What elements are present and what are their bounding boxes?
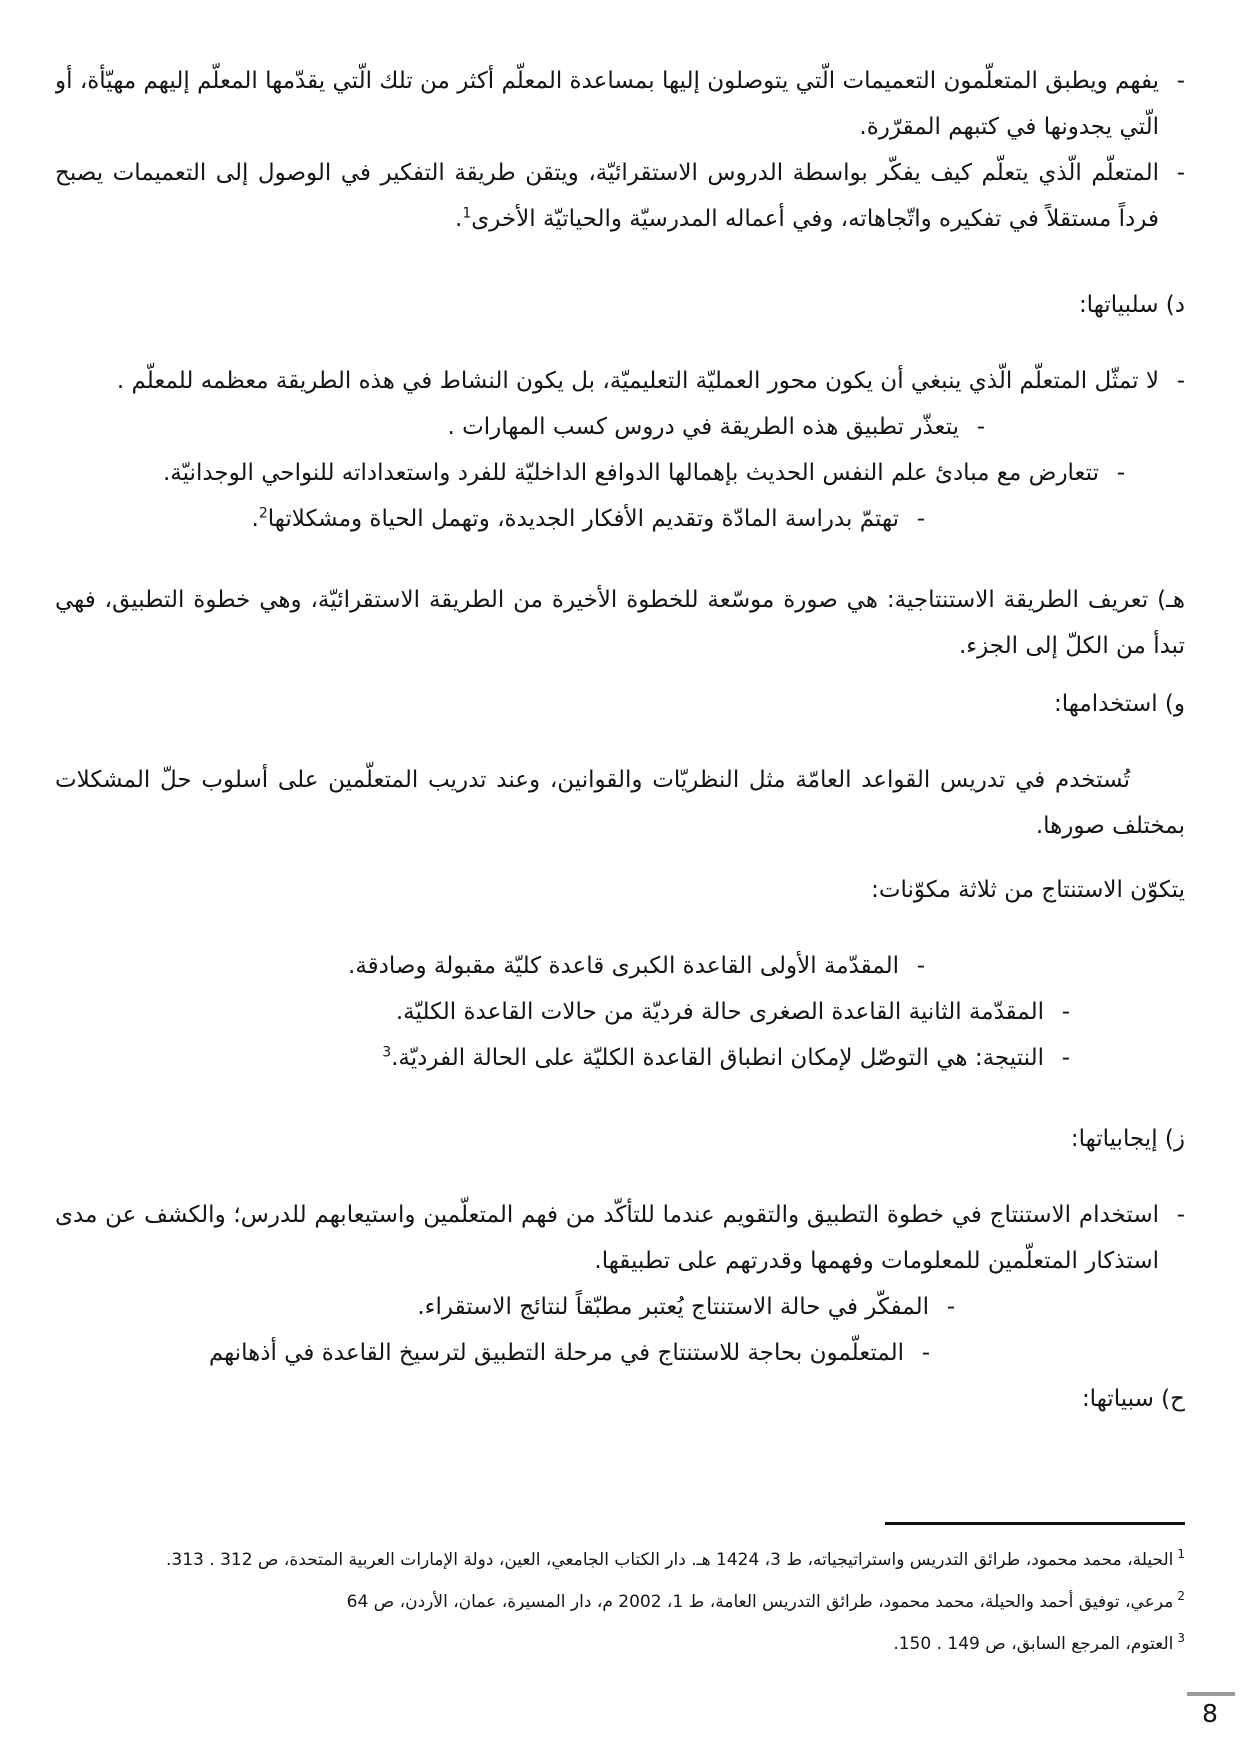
bullet-item xyxy=(55,1035,1070,1081)
usage-paragraph xyxy=(55,757,1185,849)
heading-text: ز) إيجابياتها: xyxy=(1070,1126,1185,1152)
footnote-ref-3: 3 xyxy=(382,1044,392,1061)
bullet-text: المقدّمة الثانية القاعدة الصغرى حالة فرديّة من حالات القاعدة الكليّة. xyxy=(395,999,1044,1025)
bullet-text: يتعذّر تطبيق هذه الطريقة في دروس كسب المهارات . xyxy=(447,414,959,440)
bullet-item xyxy=(55,943,925,989)
bullet-text: المفكّر في حالة الاستنتاج يُعتبر مطبّقاً لنتائج الاستقراء. xyxy=(417,1294,929,1320)
footnote-1 xyxy=(55,1541,1185,1579)
footnote-separator xyxy=(885,1522,1185,1525)
bullet-dash: - xyxy=(946,1294,955,1320)
bullet-dash: - xyxy=(921,1340,930,1366)
section-heading-d xyxy=(55,282,1185,328)
page-content xyxy=(55,58,1185,1508)
bullet-item xyxy=(55,496,925,542)
section-heading-h xyxy=(55,1376,1185,1422)
footnote-2-text: مرعي، توفيق أحمد والحيلة، محمد محمود، طرائق التدريس العامة، ط 1، 2002 م، دار المسيرة، عمان، الأردن، ص 64 xyxy=(346,1592,1174,1612)
section-heading-w xyxy=(55,681,1185,727)
bullet-text: يفهم ويطبق المتعلّمون التعميمات الّتي يتوصلون إليها بمساعدة المعلّم أكثر من تلك الّتي يقدّمها المعلّم إليهم مهيّأة، أو الّتي يجدونها في كتبهم المقرّرة. xyxy=(55,68,1159,140)
bullet-dash: - xyxy=(1061,1045,1070,1071)
bullet-text: تتعارض مع مبادئ علم النفس الحديث بإهمالها الدوافع الداخليّة للفرد واستعداداته للنواحي الوجدانيّة. xyxy=(162,460,1099,486)
bullet-text: المتعلّم الّذي يتعلّم كيف يفكّر بواسطة الدروس الاستقرائيّة، ويتقن طريقة التفكير في الوصول إلى التعميمات يصبح فرداً مستقلاً في تفكيره واتّجاهاته، وفي أعماله المدرسيّة والحياتيّة الأخرى$^1$. xyxy=(55,160,1159,232)
bullet-text: لا تمثّل المتعلّم الّذي ينبغي أن يكون محور العمليّة التعليميّة، بل يكون النشاط في هذه الطريقة معظمه للمعلّم . xyxy=(116,368,1159,394)
footnote-2 xyxy=(55,1583,1185,1621)
bullet-dash: - xyxy=(916,953,925,979)
bullet-dash: - xyxy=(1061,999,1070,1025)
bullet-item xyxy=(55,358,1185,404)
bullet-dash: - xyxy=(1176,368,1185,394)
heading-text: يتكوّن الاستنتاج من ثلاثة مكوّنات: xyxy=(871,877,1185,903)
paragraph-text: هـ) تعريف الطريقة الاستنتاجية: هي صورة موسّعة للخطوة الأخيرة من الطريقة الاستقرائيّة، وهي خطوة التطبيق، فهي تبدأ من الكلّ إلى الجزء. xyxy=(55,587,1185,659)
page-footer xyxy=(1185,1692,1235,1727)
bullet-item xyxy=(55,150,1185,242)
bullet-text: النتيجة: هي التوصّل لإمكان انطباق القاعدة الكليّة على الحالة الفرديّة.$^3$ xyxy=(382,1044,1044,1071)
footnote-3 xyxy=(55,1625,1185,1663)
bullet-item xyxy=(55,1284,955,1330)
heading-text: ح) سبياتها: xyxy=(1081,1386,1185,1412)
definition-paragraph xyxy=(55,577,1185,669)
footnote-3-number: 3 xyxy=(1177,1631,1185,1646)
bullet-dash: - xyxy=(1176,1202,1185,1228)
bullet-item xyxy=(55,1192,1185,1284)
footnotes xyxy=(55,1522,1185,1667)
section-heading-z xyxy=(55,1116,1185,1162)
bullet-item xyxy=(55,1330,930,1376)
bullet-dash: - xyxy=(976,414,985,440)
footnote-ref-1: 1 xyxy=(462,205,472,222)
bullet-dash: - xyxy=(1176,160,1185,186)
bullet-dash: - xyxy=(1176,68,1185,94)
paragraph-text: تُستخدم في تدريس القواعد العامّة مثل النظريّات والقوانين، وعند تدريب المتعلّمين على أسلوب حلّ المشكلات بمختلف صورها. xyxy=(55,767,1185,839)
footnote-3-text: العتوم، المرجع السابق، ص 149 . 150. xyxy=(893,1634,1174,1654)
bullet-item xyxy=(55,58,1185,150)
footnote-1-text: الحيلة، محمد محمود، طرائق التدريس واستراتيجياته، ط 3، 1424 هـ. دار الكتاب الجامعي، العين، دولة الإمارات العربية المتحدة، ص 312 . 313. xyxy=(166,1550,1174,1570)
footnote-ref-2: 2 xyxy=(258,505,268,522)
bullet-item xyxy=(55,404,985,450)
footnote-1-number: 1 xyxy=(1177,1547,1185,1562)
page-number-rule xyxy=(1187,1692,1235,1696)
bullet-item xyxy=(55,450,1125,496)
bullet-text: المتعلّمون بحاجة للاستنتاج في مرحلة التطبيق لترسيخ القاعدة في أذهانهم xyxy=(208,1340,904,1366)
heading-text: د) سلبياتها: xyxy=(1078,292,1185,318)
page-number: 8 xyxy=(1202,1699,1218,1728)
footnote-2-number: 2 xyxy=(1177,1589,1185,1604)
bullet-text: المقدّمة الأولى القاعدة الكبرى قاعدة كليّة مقبولة وصادقة. xyxy=(348,953,899,979)
bullet-dash: - xyxy=(1116,460,1125,486)
bullet-text: استخدام الاستنتاج في خطوة التطبيق والتقويم عندما للتأكّد من فهم المتعلّمين واستيعابهم للدرس؛ والكشف عن مدى استذكار المتعلّمين للمعلومات وفهمها وقدرتهم على تطبيقها. xyxy=(55,1202,1159,1274)
bullet-item xyxy=(55,989,1070,1035)
components-intro xyxy=(55,867,1185,913)
bullet-text: تهتمّ بدراسة المادّة وتقديم الأفكار الجديدة، وتهمل الحياة ومشكلاتها$^2$. xyxy=(251,505,899,532)
bullet-dash: - xyxy=(916,506,925,532)
heading-text: و) استخدامها: xyxy=(1054,691,1185,717)
